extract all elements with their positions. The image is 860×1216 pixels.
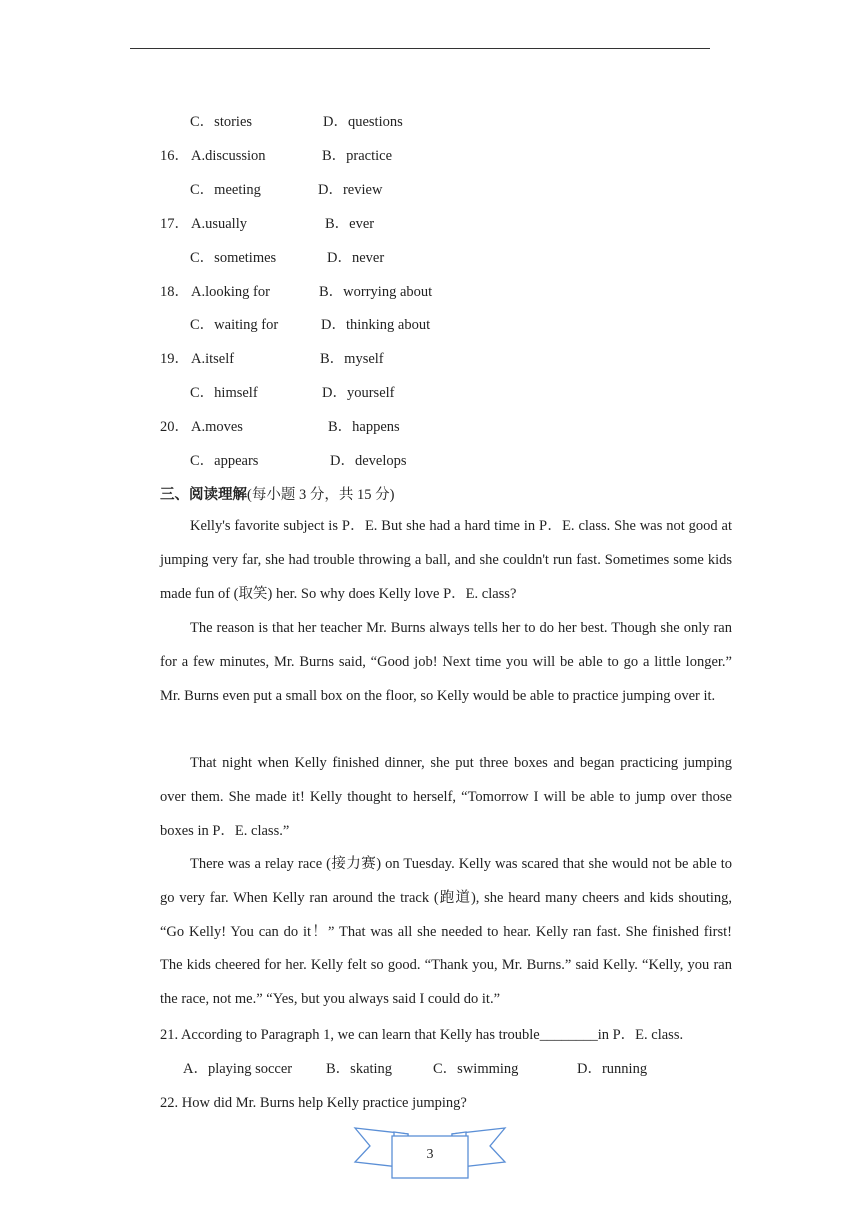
option-a: A.itself (191, 351, 235, 367)
page-footer (350, 1120, 510, 1182)
option-d: D．never (327, 250, 385, 266)
section-title: 三、阅读理解 (160, 487, 247, 503)
option-c: C．himself (190, 385, 258, 401)
option-b: B．ever (325, 216, 375, 232)
question-number: 17． (160, 216, 189, 232)
option-a: A.discussion (191, 148, 266, 164)
page-number: 3 (426, 1147, 434, 1162)
question-number: 19． (160, 351, 189, 367)
option-b: B．practice (322, 148, 393, 164)
passage-paragraph: There was a relay race (接力赛) on Tuesday. Kelly was scared that she would not be able to go very far. When Kelly ran around the track (跑道), she heard many cheers and kids shouting, “Go Kelly! You can do it！” That was all she needed to hear. Kelly ran fast. She finished first! The kids cheered for her. Kelly felt so good. “Thank you, Mr. Burns.” said Kelly. “Kelly, you ran the race, not me.” “Yes, but you always said I could do it.” (160, 856, 732, 1008)
section-score-note: (每小题 3 分，共 15 分) (247, 487, 395, 503)
option-d: D．thinking about (321, 317, 431, 333)
option-b: B．skating (326, 1061, 393, 1077)
question-number: 18． (160, 284, 189, 300)
option-a: A.looking for (191, 284, 270, 300)
question-22-stem: 22. How did Mr. Burns help Kelly practice jumping? (160, 1095, 467, 1111)
option-a: A.usually (191, 216, 247, 232)
option-b: B．worrying about (319, 284, 433, 300)
passage-paragraph: That night when Kelly finished dinner, she put three boxes and began practicing jumping over them. She made it! Kelly thought to herself, “Tomorrow I will be able to jump over those boxes in P．E. class.” (160, 755, 732, 839)
passage-paragraph: Kelly's favorite subject is P．E. But she had a hard time in P．E. class. She was not good at jumping very far, she had trouble throwing a ball, and she couldn't run fast. Sometimes some kids made fun of (取笑) her. So why does Kelly love P．E. class? (160, 518, 732, 602)
option-d: D．review (318, 182, 383, 198)
question-number: 16． (160, 148, 189, 164)
question-number: 20． (160, 419, 189, 435)
option-a: A．playing soccer (183, 1061, 293, 1077)
option-c: C．sometimes (190, 250, 277, 266)
question-21-stem: 21. According to Paragraph 1, we can learn that Kelly has trouble________in P．E. class. (160, 1027, 684, 1043)
option-d: D．yourself (322, 385, 395, 401)
header-rule (130, 48, 710, 49)
option-d: D．running (577, 1061, 648, 1077)
option-d: D．develops (330, 453, 407, 469)
option-a: A.moves (191, 419, 243, 435)
option-b: B．myself (320, 351, 384, 367)
section-heading (160, 486, 394, 504)
option-c: C．meeting (190, 182, 261, 198)
option-c: C．swimming (433, 1061, 519, 1077)
passage-paragraph: The reason is that her teacher Mr. Burns always tells her to do her best. Though she only ran for a few minutes, Mr. Burns said, “Good job! Next time you will be able to go a little longer.” Mr. Burns even put a small box on the floor, so Kelly would be able to practice jumping over it. (160, 620, 732, 704)
option-b: B．happens (328, 419, 400, 435)
option-c: C．waiting for (190, 317, 279, 333)
option-c: C．appears (190, 453, 259, 469)
option-c: C．stories (190, 114, 253, 130)
option-d: D．questions (323, 114, 403, 130)
